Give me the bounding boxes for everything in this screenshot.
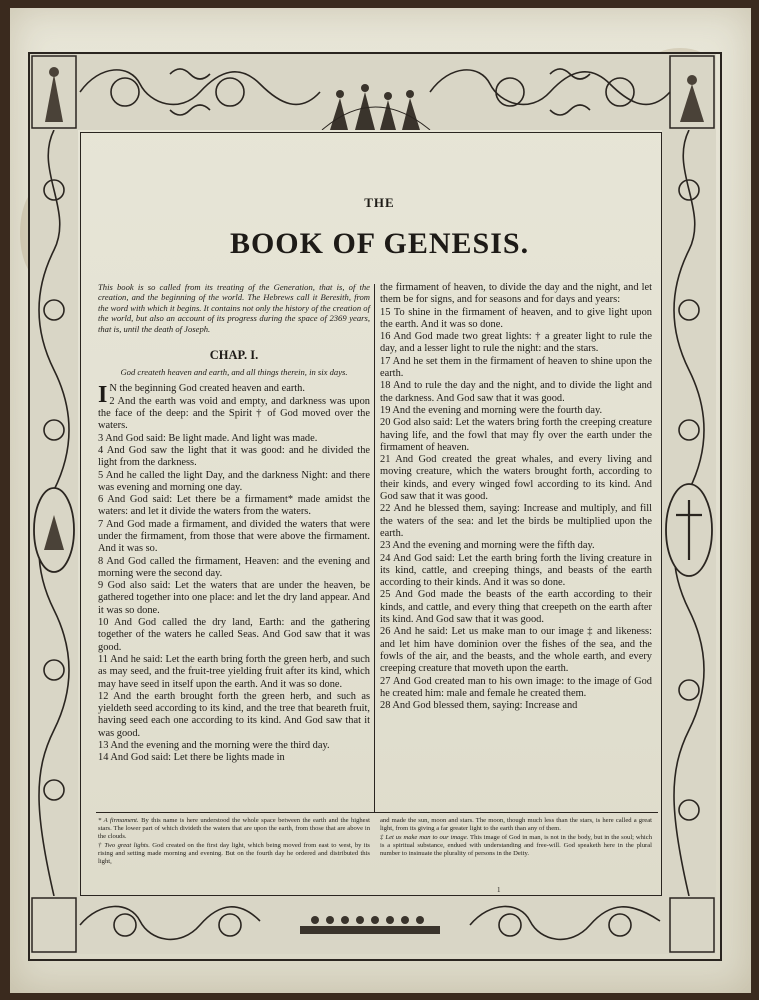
footnote-text: This image of God in man, is not in the body, but in the soul; which is a spiritual substance, endued with understanding and free-will. God speaketh here in the plural number to insinuate the plurality of persons in the Deity.: [380, 834, 652, 857]
footnote-label: † Two great lights.: [98, 842, 150, 849]
verse: 5 And he called the light Day, and the darkness Night: and there was evening and morning one day.: [98, 469, 370, 493]
column-divider: [374, 284, 375, 812]
footnotes-left: [98, 817, 370, 867]
verse: 23 And the evening and morning were the fifth day.: [380, 540, 595, 552]
chapter-heading: CHAP. I.: [209, 348, 259, 363]
right-column: [380, 282, 652, 712]
verse: 11 And he said: Let the earth bring forth the green herb, and such as may seed, and the fruit-tree yielding fruit after its kind, which may have seed in itself upon the earth. And it was so done.: [98, 653, 370, 690]
verse: 24 And God said: Let the earth bring forth the living creature in its kind, cattle, and creeping things, and beasts of the earth according to their kinds. And it was so done.: [380, 552, 652, 589]
verse: 6 And God said: Let there be a firmament* made amidst the waters: and let it divide the waters from the waters.: [98, 494, 370, 518]
verse: 25 And God made the beasts of the earth according to their kinds, and cattle, and every thing that creepeth on the earth after its kind. And God saw that it was good.: [380, 589, 652, 626]
verse-1-text: N the beginning God created heaven and earth.: [109, 383, 305, 395]
drop-cap: I: [98, 382, 108, 409]
top-ornament-band: [30, 54, 716, 130]
verse: 8 And God called the firmament, Heaven: and the evening and morning were the second day.: [98, 555, 370, 579]
footnote-text: and made the sun, moon and stars. The moon, though much less than the stars, is here called a great light, from its giving a far greater light to the earth than any of them.: [380, 817, 652, 832]
footnote-label: ‡ Let us make man to our image.: [380, 834, 469, 841]
signature-mark: 1: [497, 886, 501, 894]
title-the: THE: [364, 195, 395, 210]
left-column: [98, 282, 370, 765]
book-introduction: This book is so called from its treating of the Generation, that is, of the creation, and the beginning of the world. The Hebrews call it Beresith, from the word with which it begins. It contains not only the history of the creation of the world, but also an account of its progress during the space of 2369 years, that is, until the death of Joseph.: [98, 282, 370, 334]
verse: 3 And God said: Be light made. And light was made.: [98, 432, 318, 444]
footnote-label: * A firmament.: [98, 817, 139, 824]
footnote-text: By this name is here understood the whole space between the earth and the highest stars. The lower part of which divideth the waters that are upon the earth, from those that are above in the clouds.: [98, 817, 371, 840]
verse: 21 And God created the great whales, and every living and moving creature, which the waters brought forth, according to their kinds, and every winged fowl according to its kind. And God saw that it was good.: [380, 454, 652, 503]
verse: 27 And God created man to his own image: to the image of God he created him: male and female he created them.: [380, 675, 652, 699]
verse: the firmament of heaven, to divide the day and the night, and let them be for signs, and for seasons and for days and years:: [380, 282, 652, 306]
verse: 2 And the earth was void and empty, and darkness was upon the face of the deep: and the Spirit † of God moved over the waters.: [98, 395, 370, 432]
verse: 20 God also said: Let the waters bring forth the creeping creature having life, and the fowl that may fly over the earth under the firmament of heaven.: [380, 417, 652, 453]
chapter-summary: God createth heaven and earth, and all things therein, in six days.: [120, 367, 348, 378]
bottom-ornament-band: [30, 896, 716, 954]
verse: 15 To shine in the firmament of heaven, and to give light upon the earth. And it was so done.: [380, 306, 652, 330]
verse: 7 And God made a firmament, and divided the waters that were under the firmament, from those that were above the firmament. And it was so.: [98, 518, 370, 555]
verse: 19 And the evening and morning were the fourth day.: [380, 404, 603, 416]
verse: 14 And God said: Let there be lights made in: [98, 752, 285, 764]
footnote-rule: [96, 812, 658, 813]
verse: 26 And he said: Let us make man to our image ‡ and likeness: and let him have dominion over the fishes of the sea, and the fowls of the air, and the beasts, and the whole earth, and every creeping creature that moveth upon the earth.: [380, 626, 652, 675]
verse-1: [98, 382, 370, 409]
footnote-text: God created on the first day light, which being moved from east to west, by its rising and setting made morning and evening. But on the fourth day he ordered and distributed this light,: [98, 842, 370, 865]
verse: 18 And to rule the day and the night, and to divide the light and the darkness. And God saw that it was good.: [380, 380, 652, 404]
verse: 10 And God called the dry land, Earth: and the gathering together of the waters he called Seas. And God saw that it was good.: [98, 617, 370, 653]
footnotes-right: [380, 817, 652, 859]
footnote: [380, 817, 652, 833]
footnote: [98, 817, 370, 841]
verse: 12 And the earth brought forth the green herb, and such as yieldeth seed according to its kind, and the tree that beareth fruit, having seed each one according to its kind. And God saw that it was good.: [98, 690, 370, 739]
footnote: [98, 842, 370, 866]
verse: 17 And he set them in the firmament of heaven to shine upon the earth.: [380, 355, 652, 380]
verse: 16 And God made two great lights: † a greater light to rule the day, and a lesser light to rule the night: and the stars.: [380, 331, 652, 355]
verse: 4 And God saw the light that it was good: and he divided the light from the darkness.: [98, 444, 370, 469]
verse: 9 God also said: Let the waters that are under the heaven, be gathered together into one place: and let the dry land appear. And it was so done.: [98, 580, 370, 616]
book-title: BOOK OF GENESIS.: [229, 227, 530, 260]
verse: 13 And the evening and the morning were the third day.: [98, 740, 330, 752]
verse: 28 And God blessed them, saying: Increase and: [380, 700, 578, 712]
verse: 22 And he blessed them, saying: Increase and multiply, and fill the waters of the sea: and let the birds be multiplied upon the earth.: [380, 503, 652, 539]
footnote: [380, 834, 652, 858]
